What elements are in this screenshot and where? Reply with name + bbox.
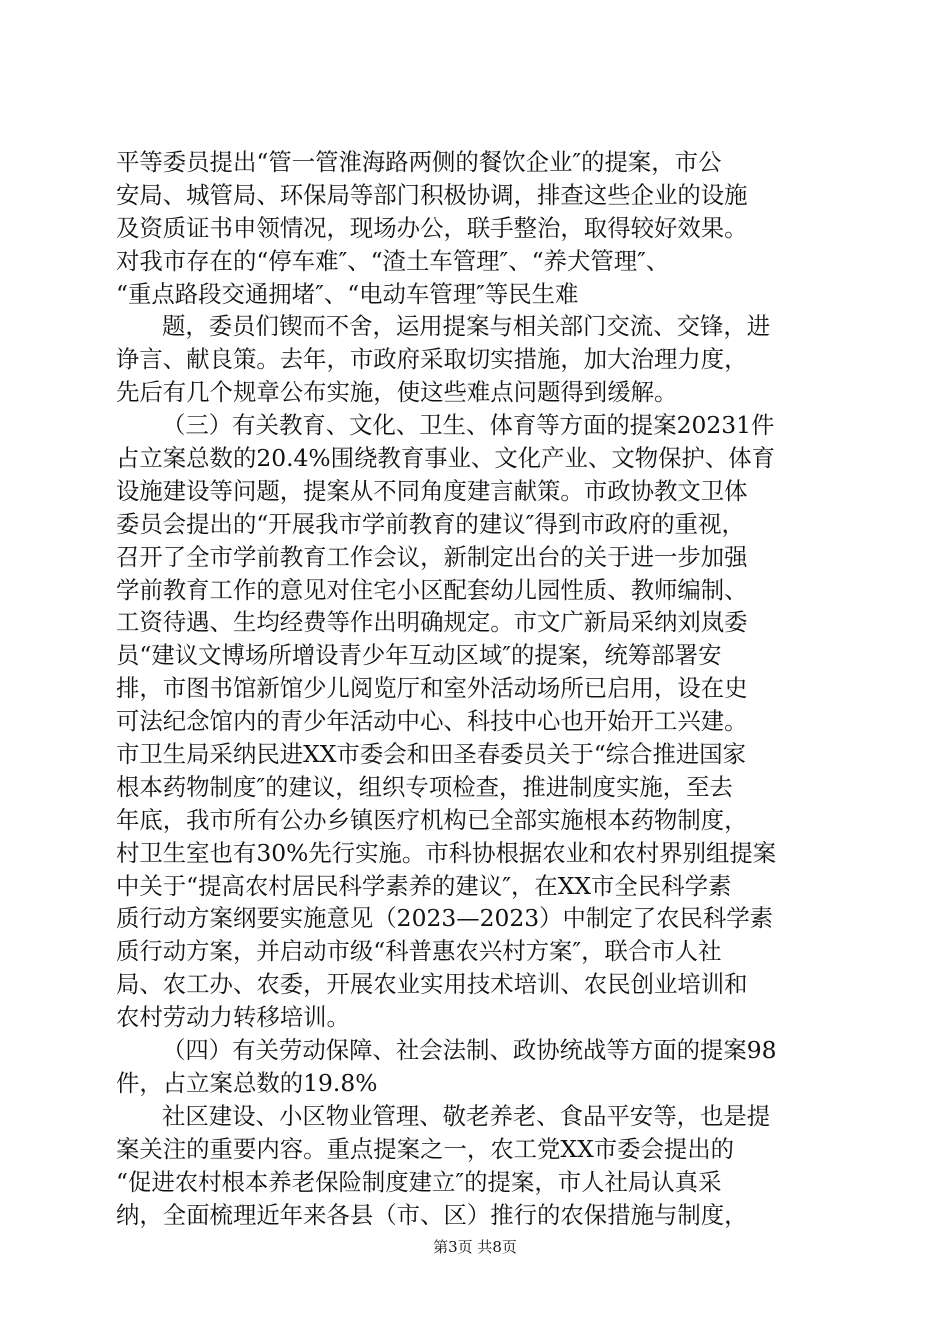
text-line: 诤言、献良策。去年，市政府采取切实措施，加大治理力度， [116, 345, 748, 374]
text-line: 安局、城管局、环保局等部门积极协调，排查这些企业的设施 [116, 180, 748, 209]
text-line: 召开了全市学前教育工作会议，新制定出台的关于进一步加强 [116, 542, 748, 571]
text-line: 案关注的重要内容。重点提案之一，农工党XX市委会提出的 [116, 1134, 735, 1163]
text-line: “重点路段交通拥堵″、“电动车管理″等民生难 [116, 279, 579, 308]
page-number: 第3页 共8页 [433, 1238, 517, 1256]
text-line: 中关于“提高农村居民科学素养的建议″，在XX市全民科学素 [116, 871, 732, 900]
text-line: 可法纪念馆内的青少年活动中心、科技中心也开始开工兴建。 [116, 707, 748, 736]
body-text [116, 146, 834, 1231]
text-line: （三）有关教育、文化、卫生、体育等方面的提案20231件 [162, 411, 775, 440]
text-line: 社区建设、小区物业管理、敬老养老、食品平安等，也是提 [162, 1101, 771, 1130]
text-line: “促进农村根本养老保险制度建立″的提案，市人社局认真采 [116, 1167, 722, 1196]
text-line: 纳，全面梳理近年来各县（市、区）推行的农保措施与制度， [116, 1200, 748, 1229]
text-line: 质行动方案，并启动市级“科普惠农兴村方案″，联合市人社 [116, 937, 722, 966]
text-line: 占立案总数的20.4%围绕教育事业、文化产业、文物保护、体育 [116, 444, 776, 473]
text-line: 局、农工办、农委，开展农业实用技术培训、农民创业培训和 [116, 970, 748, 999]
text-line: 题，委员们锲而不舍，运用提案与相关部门交流、交锋，进 [162, 312, 771, 341]
text-line: 根本药物制度″的建议，组织专项检查，推进制度实施，至去 [116, 772, 733, 801]
text-line: 员“建议文博场所增设青少年互动区域″的提案，统筹部署安 [116, 641, 722, 670]
text-line: 委员会提出的“开展我市学前教育的建议″得到市政府的重视， [116, 509, 745, 538]
text-line: 排，市图书馆新馆少儿阅览厅和室外活动场所已启用，设在史 [116, 674, 748, 703]
text-line: 村卫生室也有30%先行实施。市科协根据农业和农村界别组提案 [116, 838, 777, 867]
text-line: 先后有几个规章公布实施，使这些难点问题得到缓解。 [116, 378, 678, 407]
page-footer [0, 1237, 950, 1257]
text-line: 农村劳动力转移培训。 [116, 1003, 350, 1032]
text-line: 年底，我市所有公办乡镇医疗机构已全部实施根本药物制度， [116, 805, 748, 834]
text-line: 件，占立案总数的19.8% [116, 1068, 378, 1097]
text-line: 及资质证书申领情况，现场办公，联手整治，取得较好效果。 [116, 213, 748, 242]
text-line: 设施建设等问题，提案从不同角度建言献策。市政协教文卫体 [116, 476, 748, 505]
text-line: 对我市存在的“停车难″、“渣土车管理″、“养犬管理″、 [116, 246, 670, 275]
text-line: 质行动方案纲要实施意见（2023—2023）中制定了农民科学素 [116, 904, 774, 933]
text-line: 市卫生局采纳民进XX市委会和田圣春委员关于“综合推进国家 [116, 740, 747, 769]
text-line: 学前教育工作的意见对住宅小区配套幼儿园性质、教师编制、 [116, 575, 748, 604]
text-line: 平等委员提出“管一管淮海路两侧的餐饮企业″的提案，市公 [116, 148, 722, 176]
text-line: （四）有关劳动保障、社会法制、政协统战等方面的提案98 [162, 1036, 777, 1065]
text-line: 工资待遇、生均经费等作出明确规定。市文广新局采纳刘岚委 [116, 608, 748, 637]
